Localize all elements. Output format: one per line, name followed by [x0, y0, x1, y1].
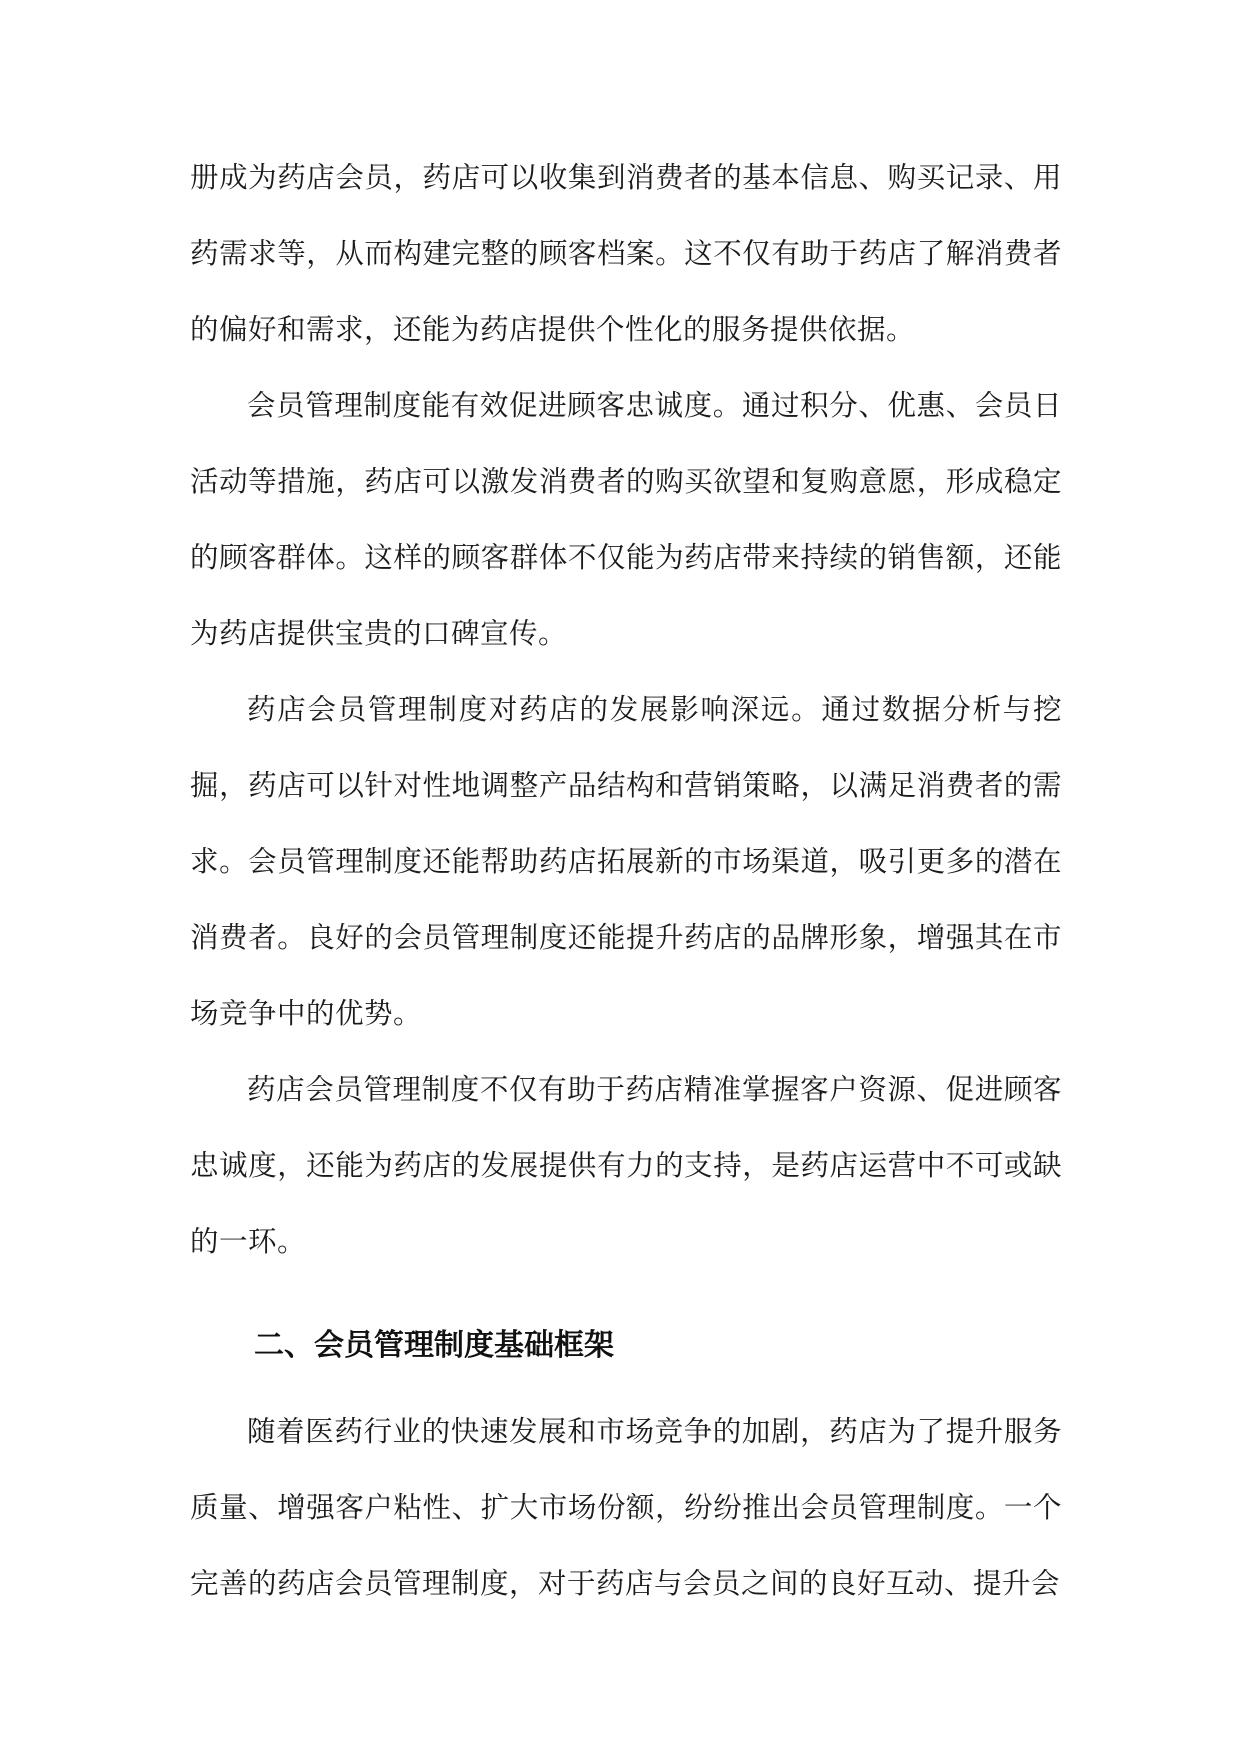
section-heading: 二、会员管理制度基础框架 — [254, 1328, 614, 1363]
paragraph-2: 会员管理制度能有效促进顾客忠诚度。通过积分、优惠、会员日活动等措施，药店可以激发消费者的购买欲望和复购意愿，形成稳定的顾客群体。这样的顾客群体不仅能为药店带来持续的销售额，还能为药店提供宝贵的口碑宣传。 — [190, 389, 1062, 650]
paragraph-3: 药店会员管理制度对药店的发展影响深远。通过数据分析与挖掘，药店可以针对性地调整产品结构和营销策略，以满足消费者的需求。会员管理制度还能帮助药店拓展新的市场渠道，吸引更多的潜在消费者。良好的会员管理制度还能提升药店的品牌形象，增强其在市场竞争中的优势。 — [190, 693, 1062, 1030]
paragraph-5: 随着医药行业的快速发展和市场竞争的加剧，药店为了提升服务质量、增强客户粘性、扩大市场份额，纷纷推出会员管理制度。一个完善的药店会员管理制度，对于药店与会员之间的良好互动、提升会 — [190, 1415, 1062, 1600]
paragraph-1: 册成为药店会员，药店可以收集到消费者的基本信息、购买记录、用药需求等，从而构建完整的顾客档案。这不仅有助于药店了解消费者的偏好和需求，还能为药店提供个性化的服务提供依据。 — [190, 161, 1062, 346]
document-body — [190, 140, 1062, 1622]
paragraph-4: 药店会员管理制度不仅有助于药店精准掌握客户资源、促进顾客忠诚度，还能为药店的发展提供有力的支持，是药店运营中不可或缺的一环。 — [190, 1073, 1062, 1258]
